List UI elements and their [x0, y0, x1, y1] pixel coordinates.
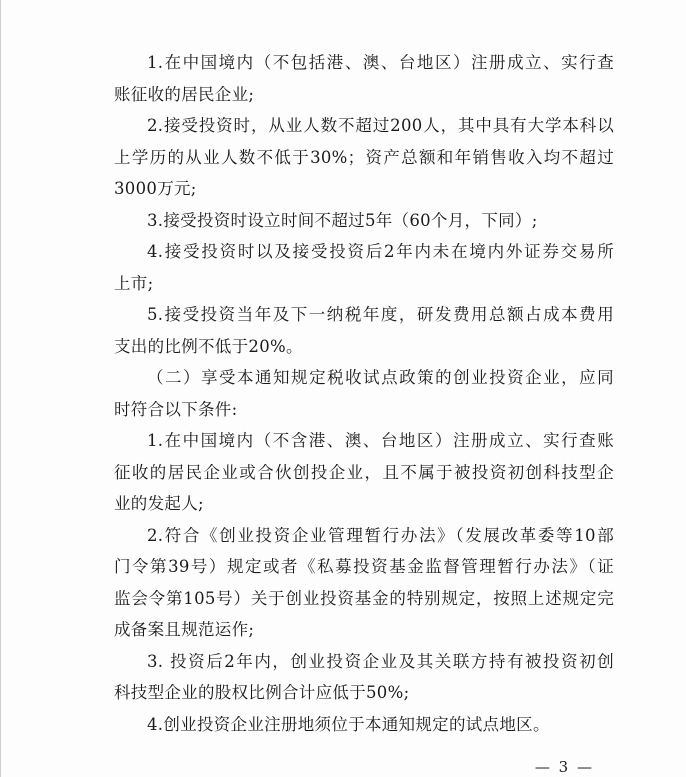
page-number: — 3 — [534, 758, 594, 776]
text-line: 5.接受投资当年及下一纳税年度，研发费用总额占成本费用 [147, 305, 614, 324]
page-edge-divider [0, 0, 1, 777]
text-line: 3. 投资后2年内，创业投资企业及其关联方持有被投资初创 [147, 651, 614, 671]
text-line: 账征收的居民企业; [114, 84, 255, 104]
document-body [114, 47, 614, 740]
text-line: 业的发起人; [114, 494, 204, 513]
text-line: 4.创业投资企业注册地须位于本通知规定的试点地区。 [147, 714, 550, 734]
text-line: 3000万元; [114, 179, 197, 198]
text-line: 4.接受投资时以及接受投资后2年内未在境内外证券交易所 [147, 242, 614, 261]
text-line: 科技型企业的股权比例合计应低于50%; [114, 683, 410, 702]
text-line: （二）享受本通知规定税收试点政策的创业投资企业，应同 [147, 368, 614, 387]
text-line: 监会令第105号）关于创业投资基金的特别规定，按照上述规定完 [114, 588, 614, 608]
text-line: 征收的居民企业或合伙创投企业，且不属于被投资初创科技型企 [114, 462, 614, 482]
text-line: 3.接受投资时设立时间不超过5年（60个月，下同）; [147, 210, 538, 230]
text-line: 2.接受投资时，从业人数不超过200人，其中具有大学本科以 [147, 116, 614, 135]
text-line: 1.在中国境内（不含港、澳、台地区）注册成立、实行查账 [147, 431, 614, 450]
text-line: 时符合以下条件: [114, 399, 238, 419]
text-line: 门令第39号）规定或者《私募投资基金监督管理暂行办法》（证 [114, 557, 614, 576]
text-line: 1.在中国境内（不包括港、澳、台地区）注册成立、实行查 [147, 53, 614, 72]
text-line: 支出的比例不低于20%。 [114, 336, 303, 356]
text-line: 上学历的从业人数不低于30%；资产总额和年销售收入均不超过 [114, 147, 614, 167]
text-line: 上市; [114, 273, 154, 293]
text-line: 2.符合《创业投资企业管理暂行办法》（发展改革委等10部 [147, 525, 614, 545]
text-line: 成备案且规范运作; [114, 620, 255, 639]
